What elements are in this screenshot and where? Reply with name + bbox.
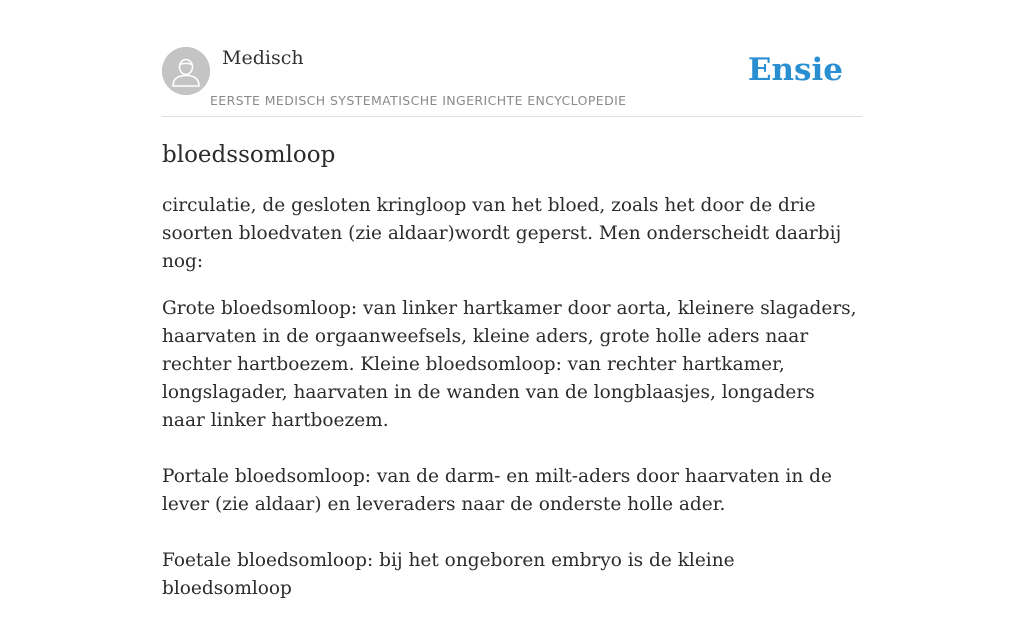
- source-title[interactable]: Medisch: [222, 47, 304, 69]
- entry-intro: circulatie, de gesloten kringloop van het bloed, zoals het door de drie soorten bloedvaten (zie aldaar)wordt geperst. Men onderscheidt daarbij nog:: [162, 195, 842, 272]
- entry-paragraph: Grote bloedsomloop: van linker hartkamer door aorta, kleinere slagaders, haarvaten in de orgaanweefsels, kleine aders, grote holle aders naar rechter hartboezem. Kleine bloedsomloop: van rechter hartkamer, longslagader, haarvaten in de wanden van de longblaasjes, longaders naar linker hartboezem.: [162, 298, 857, 431]
- entry-paragraph: Portale bloedsomloop: van de darm- en milt-aders door haarvaten in de lever (zie aldaar) en leveraders naar de onderste holle ader.: [162, 466, 832, 515]
- entry-paragraph: Foetale bloedsomloop: bij het ongeboren embryo is de kleine bloedsomloop: [162, 550, 735, 599]
- entry-content: [162, 192, 862, 631]
- user-avatar-icon[interactable]: [162, 47, 210, 95]
- header: [162, 0, 862, 117]
- entry-term: bloedssomloop: [162, 142, 336, 168]
- ensie-logo[interactable]: Ensie: [747, 52, 843, 88]
- source-subtitle: EERSTE MEDISCH SYSTEMATISCHE INGERICHTE ENCYCLOPEDIE: [210, 93, 627, 108]
- page-container: [162, 0, 862, 599]
